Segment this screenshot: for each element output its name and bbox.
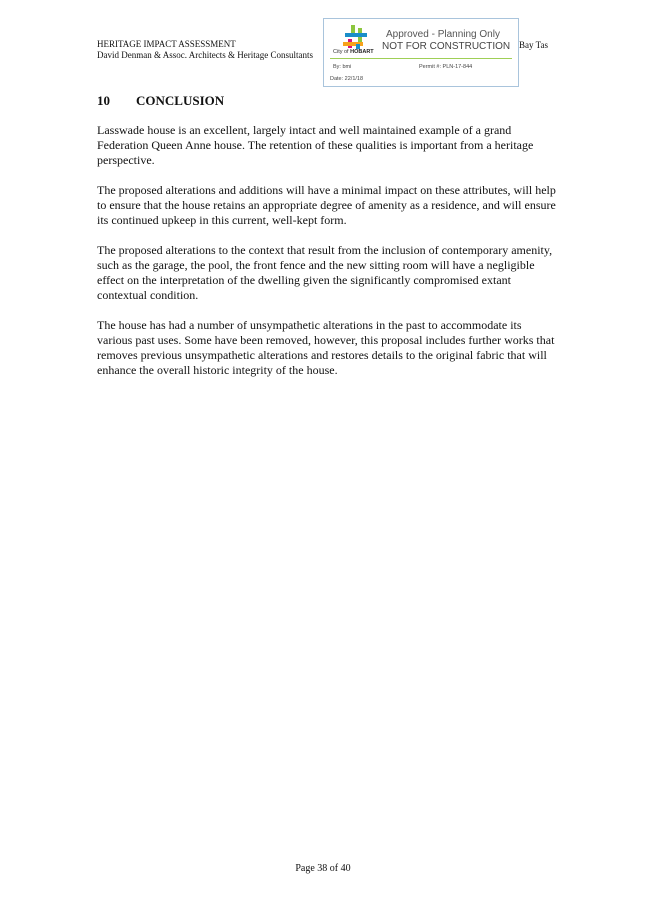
paragraph: The proposed alterations and additions will have a minimal impact on these attributes, will help to ensure that the house retains an appropriate degree of amenity as a residence, and will ensure its continued upkeep in this current, well-kept form.: [97, 183, 556, 227]
section-title: CONCLUSION: [136, 93, 225, 108]
planning-approval-stamp: [323, 18, 519, 87]
page-number-footer: Page 38 of 40: [295, 863, 351, 874]
header-author: David Denman & Assoc. Architects & Heritage Consultants: [97, 50, 313, 60]
city-of-hobart-logo-icon: [332, 24, 380, 62]
stamp-approved-by: By: bmi: [333, 64, 352, 70]
paragraph: The proposed alterations to the context that result from the inclusion of contemporary amenity, such as the garage, the pool, the front fence and the new sitting room will have a negligible effect on the interpretation of the dwelling given the significantly compromised extant contextual condition.: [97, 243, 553, 302]
section-heading: [97, 93, 224, 109]
stamp-approval-title: Approved - Planning Only: [386, 29, 500, 40]
paragraph: The house has had a number of unsympathetic alterations in the past to accommodate its various past uses. Some have been removed, however, this proposal includes further works that removes previous unsympathetic alterations and restores details to the original fabric that will enhance the overall historic integrity of the house.: [97, 318, 555, 377]
document-header: [97, 39, 313, 61]
header-report-title: HERITAGE IMPACT ASSESSMENT: [97, 39, 236, 49]
conclusion-body: [97, 123, 557, 393]
stamp-date: Date: 22/1/18: [330, 76, 364, 82]
section-number: 10: [97, 93, 110, 108]
paragraph: Lasswade house is an excellent, largely intact and well maintained example of a grand Federation Queen Anne house. The retention of these qualities is important from a heritage perspective.: [97, 123, 534, 167]
header-location-fragment: Bay Tas: [519, 40, 548, 50]
stamp-divider: [330, 58, 512, 59]
stamp-not-for-construction: NOT FOR CONSTRUCTION: [382, 41, 511, 52]
stamp-permit-number: Permit #: PLN-17-844: [419, 64, 473, 70]
stamp-city-name: City of HOBART: [333, 49, 374, 55]
